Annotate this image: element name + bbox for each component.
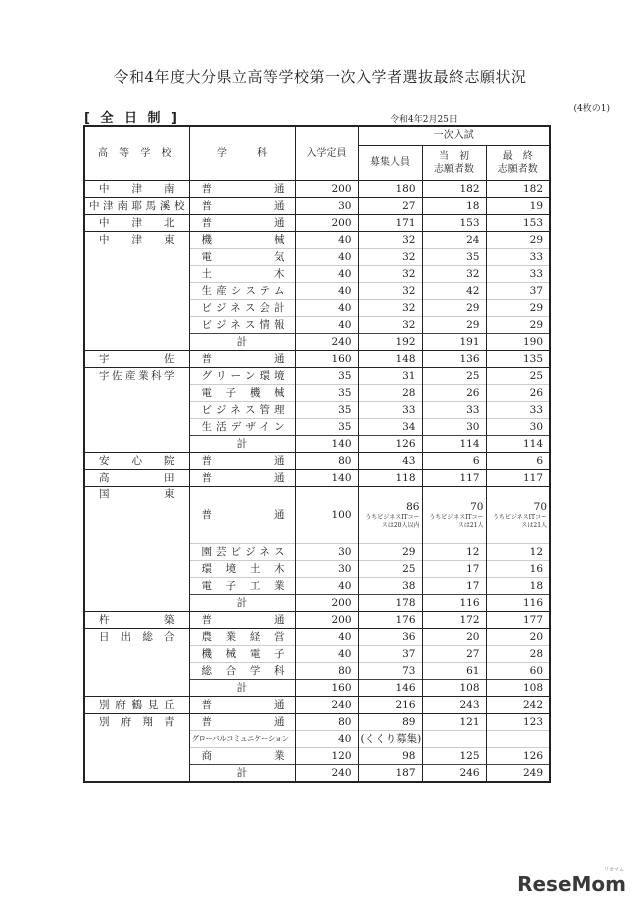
school-name: 中津東 [84, 232, 189, 351]
recruit-cell: 171 [358, 215, 422, 232]
recruit-cell: 216 [358, 697, 422, 714]
recruit-cell: 178 [358, 595, 422, 612]
initial-applicants-cell: 121 [422, 714, 486, 731]
capacity-cell: 140 [295, 470, 358, 487]
initial-applicants-cell: 243 [422, 697, 486, 714]
recruit-cell: 192 [358, 334, 422, 351]
table-row [84, 181, 550, 198]
table-row [84, 453, 550, 470]
table-row [84, 487, 550, 544]
initial-applicants-cell: 125 [422, 748, 486, 765]
capacity-cell: 40 [295, 249, 358, 266]
department-name: 計 [189, 680, 295, 697]
school-name: 日出総合 [84, 629, 189, 697]
initial-applicants-cell [422, 487, 486, 544]
final-applicants-cell: 16 [486, 561, 550, 578]
department-name: 計 [189, 436, 295, 453]
final-applicants-cell: 6 [486, 453, 550, 470]
final-applicants-cell: 116 [486, 595, 550, 612]
department-name: 土木 [189, 266, 295, 283]
final-applicants-cell: 26 [486, 385, 550, 402]
final-applicants-cell: 25 [486, 368, 550, 385]
initial-applicants-cell: 114 [422, 436, 486, 453]
initial-applicants-cell [422, 731, 486, 748]
course-note: うちビジネスITコースは21人 [429, 514, 484, 529]
department-name: 普通 [189, 198, 295, 215]
recruit-cell [358, 487, 422, 544]
recruit-cell: (くくり募集) [358, 731, 422, 748]
applicants-table [83, 125, 551, 783]
initial-applicants-cell: 27 [422, 646, 486, 663]
capacity-cell: 40 [295, 300, 358, 317]
final-applicants-cell: 33 [486, 249, 550, 266]
capacity-cell: 160 [295, 351, 358, 368]
initial-applicants-cell: 116 [422, 595, 486, 612]
recruit-cell: 146 [358, 680, 422, 697]
course-note: うちビジネスITコースは20人以内 [365, 514, 420, 529]
final-applicants-cell [486, 731, 550, 748]
capacity-cell: 40 [295, 646, 358, 663]
capacity-cell: 200 [295, 181, 358, 198]
recruit-cell: 32 [358, 317, 422, 334]
recruit-cell: 148 [358, 351, 422, 368]
department-name: グリーン環境 [189, 368, 295, 385]
document-title: 令和4年度大分県立高等学校第一次入学者選抜最終志願状況 [113, 68, 527, 86]
department-name: 生活デザイン [189, 419, 295, 436]
recruit-cell: 27 [358, 198, 422, 215]
report-date: 令和4年2月25日 [390, 115, 458, 125]
capacity-cell: 40 [295, 629, 358, 646]
table-row [84, 232, 550, 249]
recruit-cell: 176 [358, 612, 422, 629]
department-name: 普通 [189, 215, 295, 232]
final-applicants-cell: 123 [486, 714, 550, 731]
department-name: 普通 [189, 351, 295, 368]
recruit-cell: 29 [358, 544, 422, 561]
department-name: 機械電子 [189, 646, 295, 663]
value: 70 [470, 501, 484, 513]
capacity-cell: 80 [295, 663, 358, 680]
final-applicants-cell: 117 [486, 470, 550, 487]
department-name: 電子機械 [189, 385, 295, 402]
department-name: 園芸ビジネス [189, 544, 295, 561]
initial-applicants-cell: 246 [422, 765, 486, 783]
final-applicants-cell [486, 487, 550, 544]
department-name: 農業経営 [189, 629, 295, 646]
recruit-cell: 36 [358, 629, 422, 646]
capacity-cell: 100 [295, 487, 358, 544]
course-note: うちビジネスITコースは21人 [492, 514, 548, 529]
final-applicants-cell: 153 [486, 215, 550, 232]
final-applicants-cell: 108 [486, 680, 550, 697]
header-school: 高 等 学 校 [84, 126, 189, 181]
final-applicants-cell: 190 [486, 334, 550, 351]
capacity-cell: 80 [295, 453, 358, 470]
initial-applicants-cell: 32 [422, 266, 486, 283]
department-name: 生産システム [189, 283, 295, 300]
logo-subtext: リセマム [604, 867, 624, 873]
logo-text: ReseMom [517, 872, 626, 896]
initial-applicants-cell: 6 [422, 453, 486, 470]
final-applicants-cell: 135 [486, 351, 550, 368]
school-name: 別府鶴見丘 [84, 697, 189, 714]
initial-applicants-cell: 33 [422, 402, 486, 419]
header-initial: 当 初 志願者数 [422, 145, 486, 180]
table-row [84, 697, 550, 714]
school-name: 中津南 [84, 181, 189, 198]
final-applicants-cell: 114 [486, 436, 550, 453]
table-row [84, 629, 550, 646]
recruit-cell: 34 [358, 419, 422, 436]
department-name: 商業 [189, 748, 295, 765]
recruit-cell: 32 [358, 300, 422, 317]
final-applicants-cell: 33 [486, 402, 550, 419]
capacity-cell: 40 [295, 283, 358, 300]
department-name: 普通 [189, 470, 295, 487]
header-recruit: 募集人員 [358, 145, 422, 180]
recruit-cell: 33 [358, 402, 422, 419]
school-name: 宇佐 [84, 351, 189, 368]
recruit-cell: 38 [358, 578, 422, 595]
table-row [84, 714, 550, 731]
final-applicants-cell: 28 [486, 646, 550, 663]
department-name: 機械 [189, 232, 295, 249]
table-row [84, 368, 550, 385]
final-applicants-cell: 30 [486, 419, 550, 436]
department-name: 環境土木 [189, 561, 295, 578]
recruit-cell: 126 [358, 436, 422, 453]
department-name: 計 [189, 595, 295, 612]
capacity-cell: 35 [295, 385, 358, 402]
initial-applicants-cell: 29 [422, 300, 486, 317]
school-name: 国東 [84, 487, 189, 612]
section-label: [ 全 日 制 ] [84, 111, 180, 126]
final-applicants-cell: 242 [486, 697, 550, 714]
final-applicants-cell: 29 [486, 317, 550, 334]
recruit-cell: 118 [358, 470, 422, 487]
school-name: 中津北 [84, 215, 189, 232]
initial-applicants-cell: 108 [422, 680, 486, 697]
capacity-cell: 80 [295, 714, 358, 731]
capacity-cell: 35 [295, 368, 358, 385]
capacity-cell: 30 [295, 544, 358, 561]
final-applicants-cell: 37 [486, 283, 550, 300]
department-name: 総合学科 [189, 663, 295, 680]
capacity-cell: 30 [295, 198, 358, 215]
final-applicants-cell: 29 [486, 232, 550, 249]
capacity-cell: 120 [295, 748, 358, 765]
school-name: 別府翔青 [84, 714, 189, 783]
school-name: 杵築 [84, 612, 189, 629]
department-name: 普通 [189, 181, 295, 198]
initial-applicants-cell: 26 [422, 385, 486, 402]
capacity-cell: 240 [295, 697, 358, 714]
initial-applicants-cell: 12 [422, 544, 486, 561]
initial-applicants-cell: 20 [422, 629, 486, 646]
department-name: ビジネス情報 [189, 317, 295, 334]
initial-applicants-cell: 17 [422, 561, 486, 578]
department-name: 電気 [189, 249, 295, 266]
school-name: 中津南耶馬溪校 [84, 198, 189, 215]
value: 70 [533, 501, 548, 513]
table-row [84, 215, 550, 232]
initial-applicants-cell: 61 [422, 663, 486, 680]
final-applicants-cell: 249 [486, 765, 550, 783]
initial-applicants-cell: 191 [422, 334, 486, 351]
recruit-cell: 28 [358, 385, 422, 402]
table-row [84, 198, 550, 215]
recruit-cell: 32 [358, 283, 422, 300]
capacity-cell: 30 [295, 561, 358, 578]
school-name: 安心院 [84, 453, 189, 470]
final-applicants-cell: 182 [486, 181, 550, 198]
recruit-cell: 98 [358, 748, 422, 765]
final-applicants-cell: 29 [486, 300, 550, 317]
capacity-cell: 240 [295, 334, 358, 351]
final-applicants-cell: 18 [486, 578, 550, 595]
capacity-cell: 200 [295, 595, 358, 612]
capacity-cell: 40 [295, 266, 358, 283]
table-row [84, 470, 550, 487]
recruit-cell: 89 [358, 714, 422, 731]
sheet-number: (4枚の1) [573, 104, 610, 114]
initial-applicants-cell: 17 [422, 578, 486, 595]
recruit-cell: 180 [358, 181, 422, 198]
department-name: 普通 [189, 487, 295, 544]
department-name: ビジネス会計 [189, 300, 295, 317]
initial-applicants-cell: 24 [422, 232, 486, 249]
final-applicants-cell: 60 [486, 663, 550, 680]
header-dept: 学 科 [189, 126, 295, 181]
table-row [84, 612, 550, 629]
initial-applicants-cell: 117 [422, 470, 486, 487]
capacity-cell: 40 [295, 317, 358, 334]
initial-applicants-cell: 136 [422, 351, 486, 368]
department-name: 普通 [189, 453, 295, 470]
final-applicants-cell: 20 [486, 629, 550, 646]
header-first-exam: 一次入試 [358, 126, 550, 145]
table-row [84, 351, 550, 368]
initial-applicants-cell: 35 [422, 249, 486, 266]
value: 86 [406, 501, 420, 513]
capacity-cell: 40 [295, 578, 358, 595]
final-applicants-cell: 177 [486, 612, 550, 629]
capacity-cell: 240 [295, 765, 358, 783]
capacity-cell: 35 [295, 402, 358, 419]
department-name: 普通 [189, 612, 295, 629]
initial-applicants-cell: 172 [422, 612, 486, 629]
recruit-cell: 73 [358, 663, 422, 680]
recruit-cell: 32 [358, 249, 422, 266]
school-name: 高田 [84, 470, 189, 487]
recruit-cell: 187 [358, 765, 422, 783]
capacity-cell: 35 [295, 419, 358, 436]
initial-applicants-cell: 25 [422, 368, 486, 385]
recruit-cell: 37 [358, 646, 422, 663]
header-capacity: 入学定員 [295, 126, 358, 181]
final-applicants-cell: 33 [486, 266, 550, 283]
department-name: 計 [189, 765, 295, 783]
final-applicants-cell: 126 [486, 748, 550, 765]
recruit-cell: 32 [358, 266, 422, 283]
recruit-cell: 25 [358, 561, 422, 578]
capacity-cell: 140 [295, 436, 358, 453]
capacity-cell: 160 [295, 680, 358, 697]
final-applicants-cell: 19 [486, 198, 550, 215]
department-name: 計 [189, 334, 295, 351]
department-name: 電子工業 [189, 578, 295, 595]
department-name: 普通 [189, 697, 295, 714]
recruit-cell: 43 [358, 453, 422, 470]
final-applicants-cell: 12 [486, 544, 550, 561]
initial-applicants-cell: 153 [422, 215, 486, 232]
capacity-cell: 200 [295, 612, 358, 629]
resemom-logo [517, 867, 626, 896]
capacity-cell: 40 [295, 232, 358, 249]
school-name: 宇佐産業科学 [84, 368, 189, 453]
initial-applicants-cell: 182 [422, 181, 486, 198]
capacity-cell: 40 [295, 731, 358, 748]
initial-applicants-cell: 18 [422, 198, 486, 215]
department-name: ビジネス管理 [189, 402, 295, 419]
initial-applicants-cell: 30 [422, 419, 486, 436]
department-name: グローバルコミュニケーション [189, 731, 295, 748]
department-name: 普通 [189, 714, 295, 731]
recruit-cell: 32 [358, 232, 422, 249]
initial-applicants-cell: 42 [422, 283, 486, 300]
initial-applicants-cell: 29 [422, 317, 486, 334]
header-final: 最 終 志願者数 [486, 145, 550, 180]
capacity-cell: 200 [295, 215, 358, 232]
recruit-cell: 31 [358, 368, 422, 385]
